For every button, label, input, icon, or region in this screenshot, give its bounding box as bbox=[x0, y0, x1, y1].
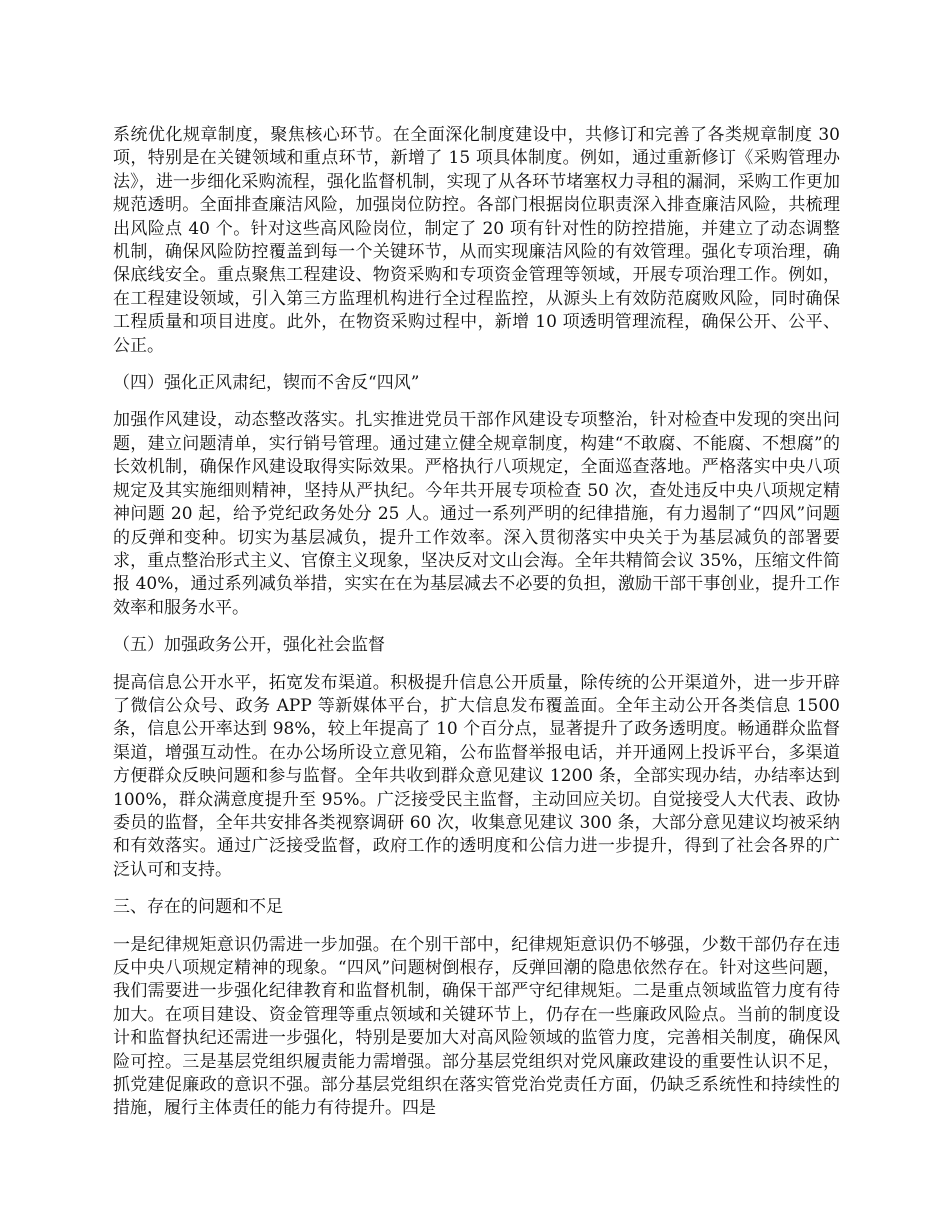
body-paragraph: 系统优化规章制度，聚焦核心环节。在全面深化制度建设中，共修订和完善了各类规章制度 30 项，特别是在关键领域和重点环节，新增了 15 项具体制度。例如，通过重新修订《采购管理办法》，进一步细化采购流程，强化监督机制，实现了从各环节堵塞权力寻租的漏洞，采购工作更加规范透明。全面排查廉洁风险，加强岗位防控。各部门根据岗位职责深入排查廉洁风险，共梳理出风险点 40 个。针对这些高风险岗位，制定了 20 项有针对性的防控措施，并建立了动态调整机制，确保风险防控覆盖到每一个关键环节，从而实现廉洁风险的有效管理。强化专项治理，确保底线安全。重点聚焦工程建设、物资采购和专项资金管理等领域，开展专项治理工作。例如，在工程建设领域，引入第三方监理机构进行全过程监控，从源头上有效防范腐败风险，同时确保工程质量和项目进度。此外，在物资采购过程中，新增 10 项透明管理流程，确保公开、公平、公正。 bbox=[113, 125, 840, 356]
body-paragraph: 提高信息公开水平，拓宽发布渠道。积极提升信息公开质量，除传统的公开渠道外，进一步开辟了微信公众号、政务 APP 等新媒体平台，扩大信息发布覆盖面。全年主动公开各类信息 1500 条，信息公开率达到 98%，较上年提高了 10 个百分点，显著提升了政务透明度。畅通群众监督渠道，增强互动性。在办公场所设立意见箱，公布监督举报电话，并开通网上投诉平台，多渠道方便群众反映问题和参与监督。全年共收到群众意见建议 1200 条，全部实现办结，办结率达到 100%，群众满意度提升至 95%。广泛接受民主监督，主动回应关切。自觉接受人大代表、政协委员的监督，全年共安排各类视察调研 60 次，收集意见建议 300 条，大部分意见建议均被采纳和有效落实。通过广泛接受监督，政府工作的透明度和公信力进一步提升，得到了社会各界的广泛认可和支持。 bbox=[113, 672, 840, 880]
body-paragraph: 加强作风建设，动态整改落实。扎实推进党员干部作风建设专项整治，针对检查中发现的突出问题，建立问题清单，实行销号管理。通过建立健全规章制度，构建“不敢腐、不能腐、不想腐”的长效机制，确保作风建设取得实际效果。严格执行八项规定，全面巡查落地。严格落实中央八项规定及其实施细则精神，坚持从严执纪。今年共开展专项检查 50 次，查处违反中央八项规定精神问题 20 起，给予党纪政务处分 25 人。通过一系列严明的纪律措施，有力遏制了“四风”问题的反弹和变种。切实为基层减负，提升工作效率。深入贯彻落实中央关于为基层减负的部署要求，重点整治形式主义、官僚主义现象，坚决反对文山会海。全年共精简会议 35%，压缩文件简报 40%，通过系列减负举措，实实在在为基层减去不必要的负担，激励干部干事创业，提升工作效率和服务水平。 bbox=[113, 410, 840, 618]
document-page bbox=[113, 124, 840, 1121]
section-heading: 三、存在的问题和不足 bbox=[113, 897, 283, 918]
section-heading: （五）加强政务公开，强化社会监督 bbox=[113, 635, 385, 656]
body-paragraph: 一是纪律规矩意识仍需进一步加强。在个别干部中，纪律规矩意识仍不够强，少数干部仍存在违反中央八项规定精神的现象。“四风”问题树倒根存，反弹回潮的隐患依然存在。针对这些问题，我们需要进一步强化纪律教育和监督机制，确保干部严守纪律规矩。二是重点领域监管力度有待加大。在项目建设、资金管理等重点领域和关键环节上，仍存在一些廉政风险点。当前的制度设计和监督执纪还需进一步强化，特别是要加大对高风险领域的监管力度，完善相关制度，确保风险可控。三是基层党组织履责能力需增强。部分基层党组织对党风廉政建设的重要性认识不足，抓党建促廉政的意识不强。部分基层党组织在落实管党治党责任方面，仍缺乏系统性和持续性的措施，履行主体责任的能力有待提升。四是 bbox=[113, 934, 840, 1119]
section-heading: （四）强化正风肃纪，锲而不舍反“四风” bbox=[113, 373, 420, 394]
